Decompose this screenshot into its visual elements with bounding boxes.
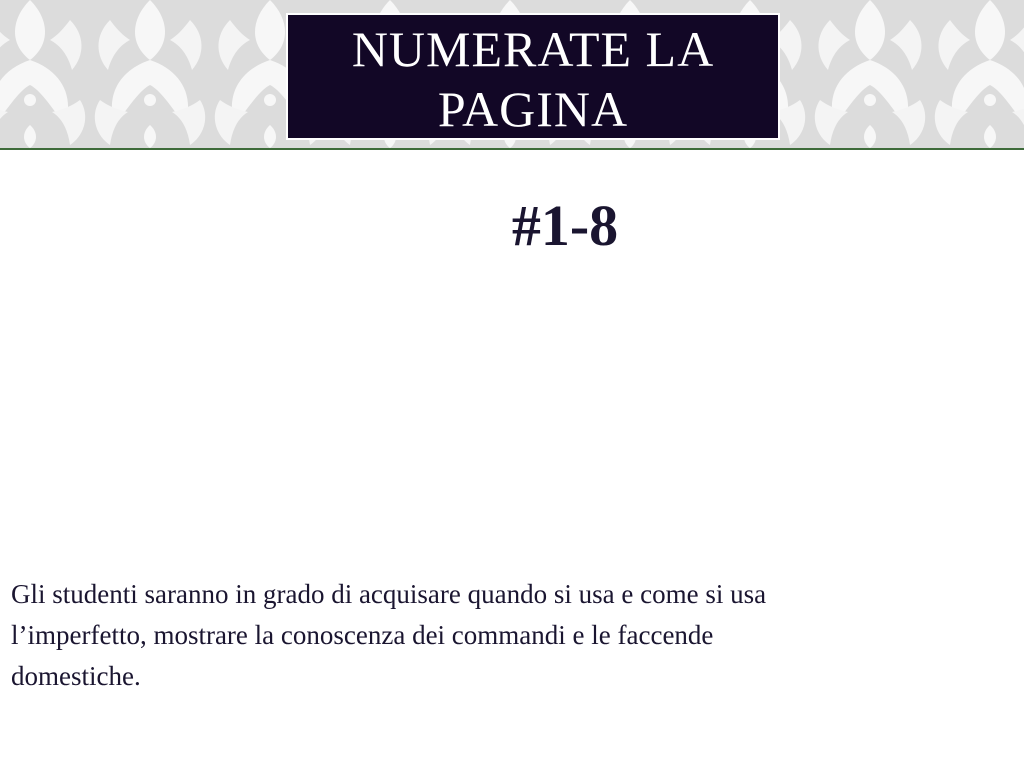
- page-range: #1-8: [511, 193, 619, 258]
- slide-title: NUMERATE LA PAGINA: [351, 20, 715, 137]
- objective-text: Gli studenti saranno in grado di acquisare quando si usa e come si usa l’imperfetto, mostrare la conoscenza dei commandi e le faccende domestiche.: [11, 579, 767, 691]
- banner-divider: [0, 148, 1024, 150]
- title-box: [286, 13, 780, 140]
- title-background: [288, 15, 778, 138]
